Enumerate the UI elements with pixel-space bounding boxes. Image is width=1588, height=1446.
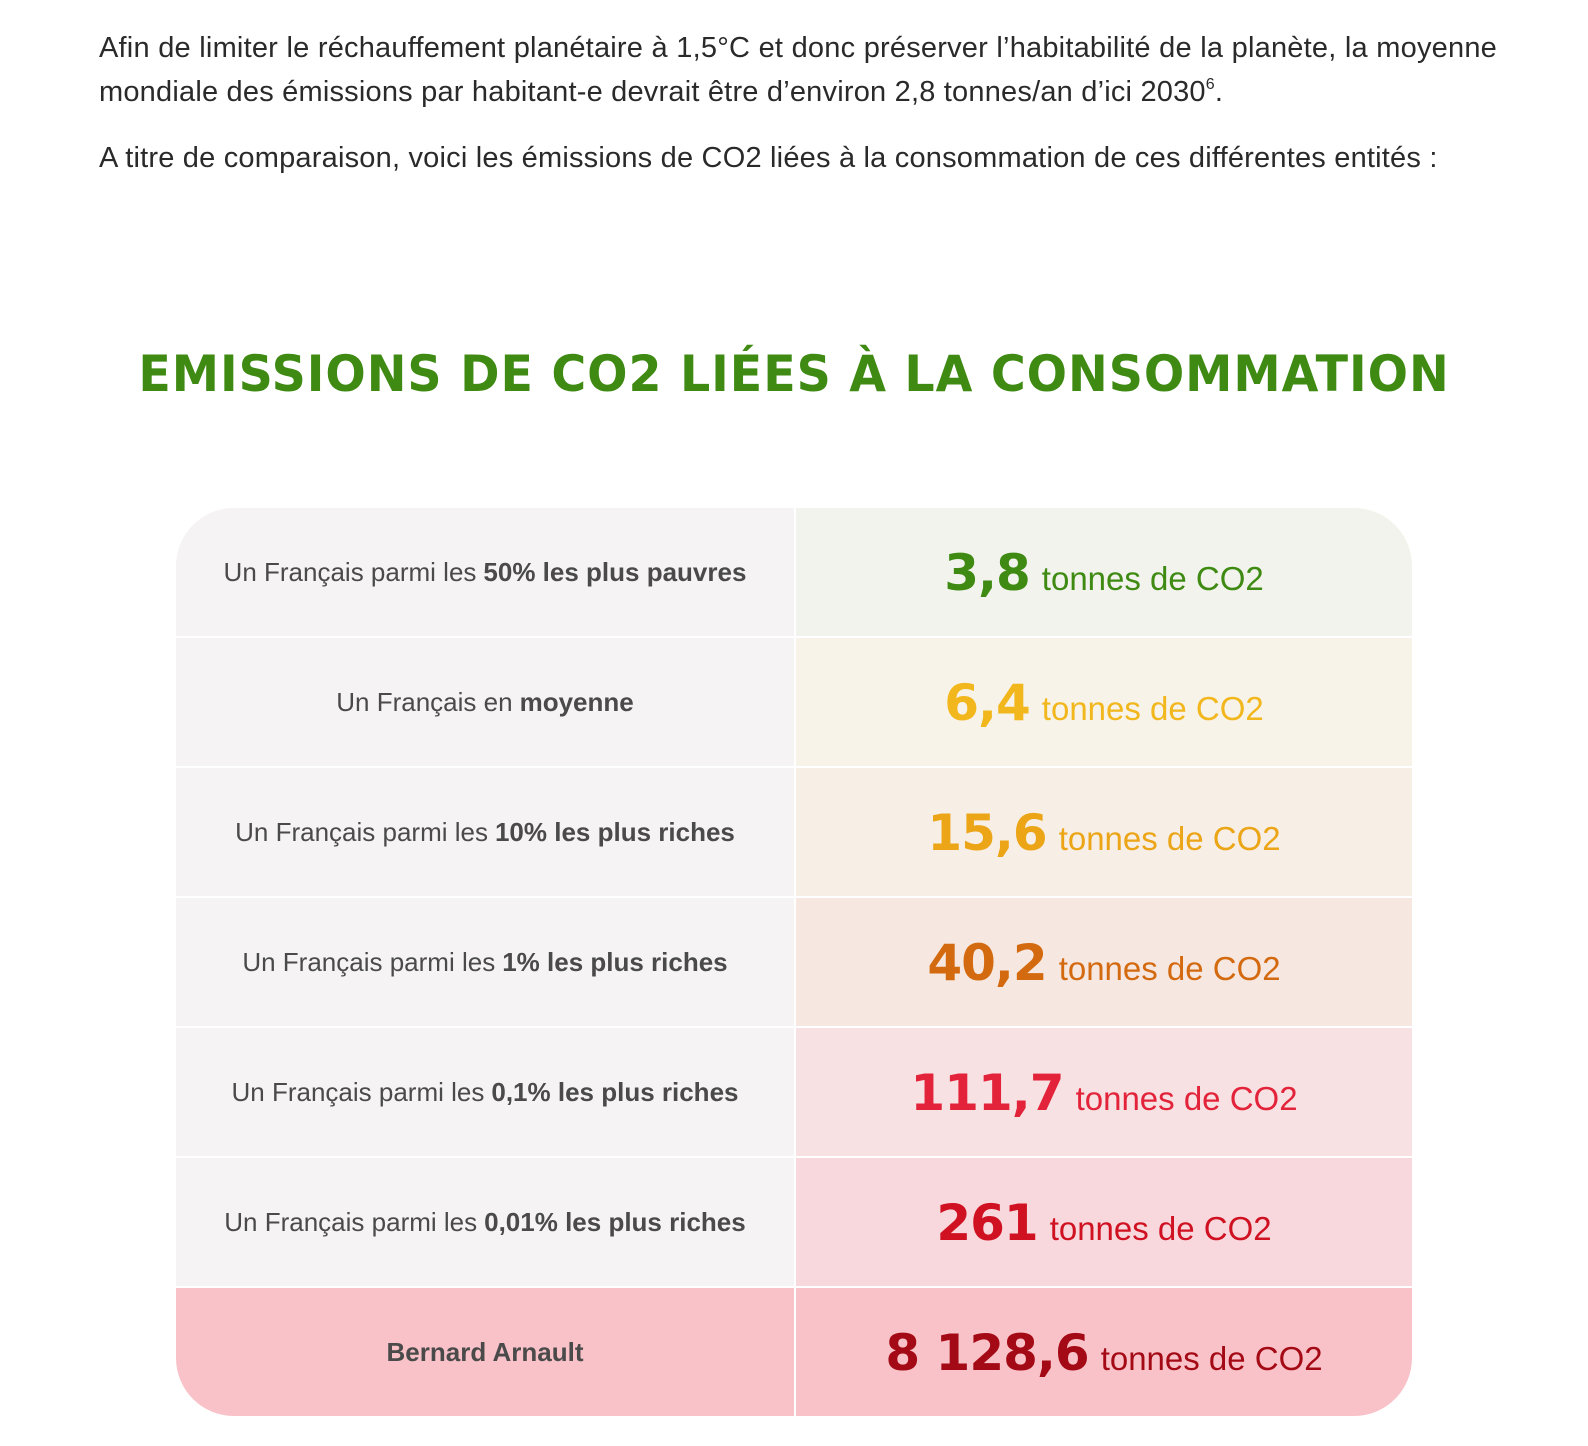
row-value: 111,7 [910,1064,1064,1122]
row-unit: tonnes de CO2 [1075,1080,1298,1117]
row-unit: tonnes de CO2 [1041,560,1264,597]
table-row [176,1288,1412,1416]
row-value: 40,2 [927,934,1047,992]
table-row [176,1158,1412,1288]
emissions-table [176,508,1412,1416]
row-label: Un Français en moyenne [176,638,796,766]
row-label: Un Français parmi les 1% les plus riches [176,898,796,1026]
row-value: 8 128,6 [885,1324,1089,1382]
row-unit: tonnes de CO2 [1058,820,1281,857]
intro-paragraph-2: A titre de comparaison, voici les émissions de CO2 liées à la consommation de ces différentes entités : [99,142,1438,174]
row-value: 3,8 [944,544,1030,602]
row-label: Un Français parmi les 10% les plus riches [176,768,796,896]
row-value-cell [796,508,1412,636]
intro-text [99,26,1497,180]
row-value-cell [796,638,1412,766]
row-value: 261 [936,1194,1038,1252]
row-label: Bernard Arnault [176,1288,796,1416]
row-unit: tonnes de CO2 [1100,1340,1323,1377]
table-row [176,898,1412,1028]
table-row [176,768,1412,898]
row-value-cell [796,768,1412,896]
row-label: Un Français parmi les 0,01% les plus riches [176,1158,796,1286]
row-value-cell [796,1288,1412,1416]
row-value-cell [796,898,1412,1026]
row-unit: tonnes de CO2 [1058,950,1281,987]
intro-paragraph-1: Afin de limiter le réchauffement planétaire à 1,5°C et donc préserver l’habitabilité de la planète, la moyenne mondiale des émissions par habitant-e devrait être d’environ 2,8 tonnes/an d’ici 2030$^6$. [99,32,1497,108]
table-row [176,1028,1412,1158]
row-label: Un Français parmi les 50% les plus pauvres [176,508,796,636]
table-row [176,508,1412,638]
row-label: Un Français parmi les 0,1% les plus riches [176,1028,796,1156]
footnote-ref[interactable]: 6 [1205,76,1215,93]
row-unit: tonnes de CO2 [1041,690,1264,727]
table-row [176,638,1412,768]
row-value-cell [796,1158,1412,1286]
chart-title: EMISSIONS DE CO2 LIÉES À LA CONSOMMATION [138,345,1450,403]
row-value: 6,4 [944,674,1030,732]
row-unit: tonnes de CO2 [1049,1210,1272,1247]
row-value: 15,6 [927,804,1047,862]
row-value-cell [796,1028,1412,1156]
